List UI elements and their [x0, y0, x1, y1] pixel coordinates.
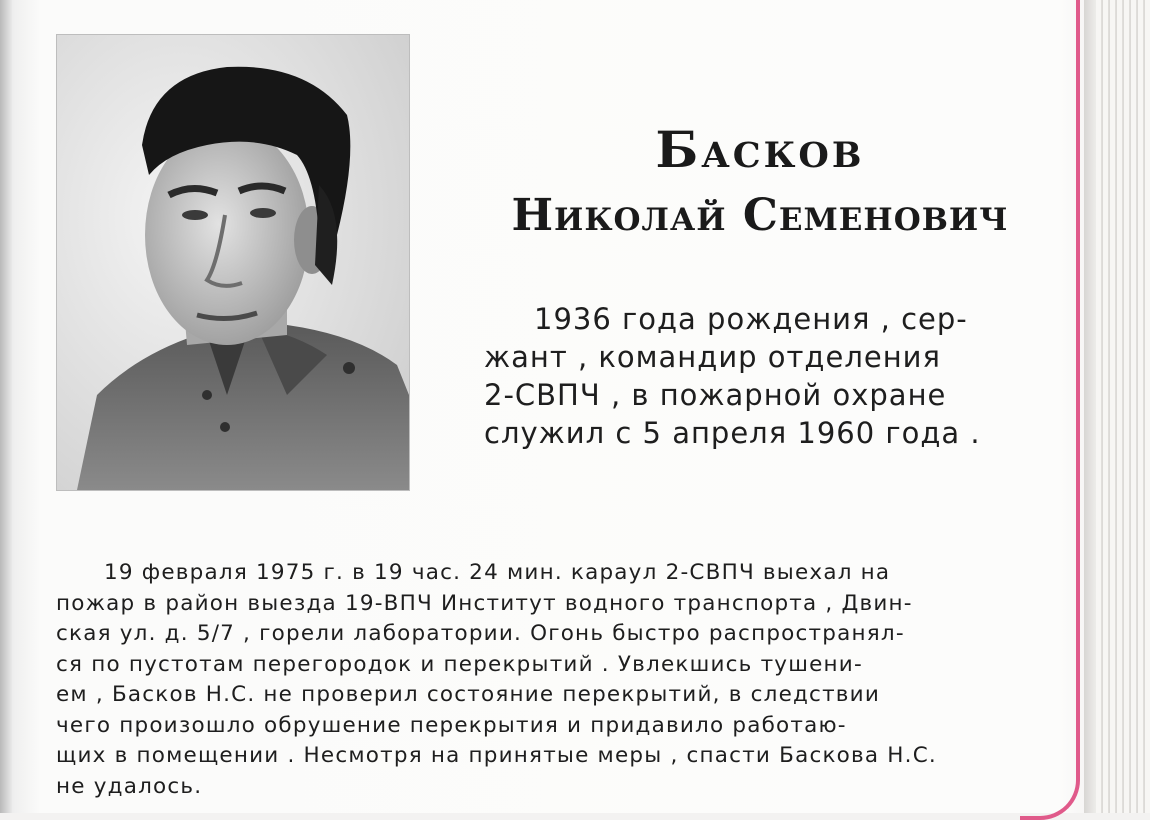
story-line: 19 февраля 1975 г. в 19 час. 24 мин. караул 2-СВПЧ выехал на [104, 560, 891, 585]
bio-line: служил с 5 апреля 1960 года . [484, 416, 981, 450]
story-line: чего произошло обрушение перекрытия и придавило работаю- [56, 712, 847, 738]
story-line: щих в помещении . Несмотря на принятые меры , спасти Баскова Н.С. [56, 743, 937, 768]
story-line: не удалось. [56, 773, 203, 799]
page-gutter-shadow [0, 0, 12, 813]
bio-line: 1936 года рождения , сер- [534, 302, 968, 336]
incident-paragraph [56, 558, 1046, 802]
story-line: ская ул. д. 5/7 , горели лаборатории. Огонь быстро распространял- [56, 621, 905, 646]
story-line: ся по пустотам перегородок и перекрытий . Увлекшись тушени- [56, 651, 863, 677]
page-border-line [1076, 0, 1080, 780]
bio-line: жант , командир отделения [484, 340, 941, 374]
person-given-names: Николай Семенович [511, 190, 1009, 241]
page-border-corner [1020, 760, 1080, 820]
portrait-photo [57, 35, 409, 490]
stacked-page-edges [1096, 0, 1150, 813]
story-line: пожар в район выезда 19-ВПЧ Институт водного транспорта , Двин- [56, 590, 913, 616]
bio-line: 2-СВПЧ , в пожарной охране [484, 378, 947, 412]
person-surname: Басков [655, 120, 865, 179]
story-line: ем , Басков Н.С. не проверил состояние перекрытий, в следствии [56, 682, 881, 707]
biography-paragraph [484, 300, 1044, 452]
